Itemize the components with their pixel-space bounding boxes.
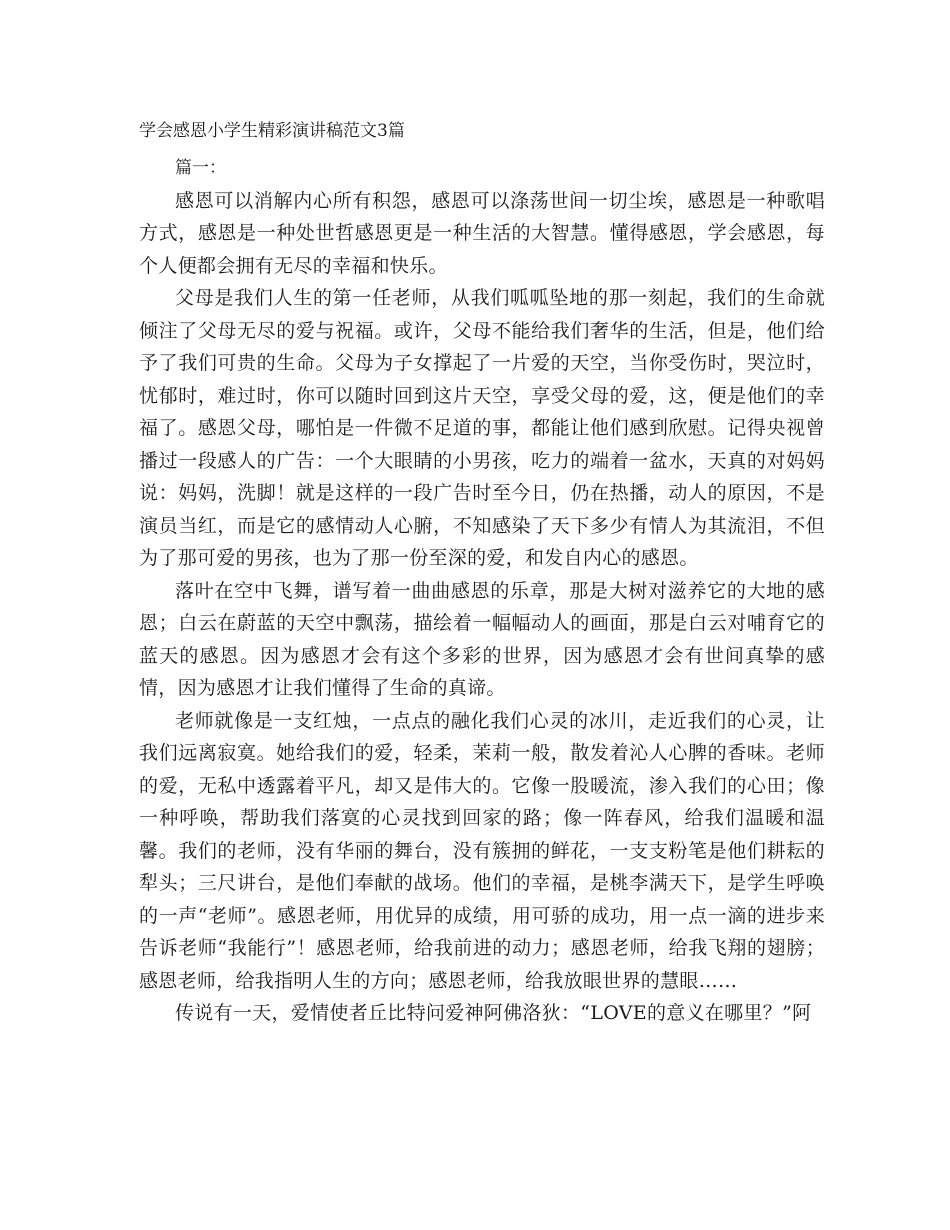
document-title: 学会感恩小学生精彩演讲稿范文3篇 [139,121,405,141]
paragraph: 老师就像是一支红烛，一点点的融化我们心灵的冰川，走近我们的心灵，让我们远离寂寞。她给我们的爱，轻柔，茉莉一般，散发着沁人心脾的香味。老师的爱，无私中透露着平凡，却又是伟大的。它像一股暖流，渗入我们的心田；像一种呼唤，帮助我们落寞的心灵找到回家的路；像一阵春风，给我们温暖和温馨。我们的老师，没有华丽的舞台，没有簇拥的鲜花，一支支粉笔是他们耕耘的犁头；三尺讲台，是他们奉献的战场。他们的幸福，是桃李满天下，是学生呼唤的一声“老师”。感恩老师，用优异的成绩，用可骄的成功，用一点一滴的进步来告诉老师“我能行”！感恩老师，给我前进的动力；感恩老师，给我飞翔的翅膀；感恩老师，给我指明人生的方向；感恩老师，给我放眼世界的慧眼…… [139,709,825,992]
paragraph: 落叶在空中飞舞，谱写着一曲曲感恩的乐章，那是大树对滋养它的大地的感恩；白云在蔚蓝的天空中飘荡，描绘着一幅幅动人的画面，那是白云对哺育它的蓝天的感恩。因为感恩才会有这个多彩的世界，因为感恩才会有世间真挚的感情，因为感恩才让我们懂得了生命的真谛。 [139,579,825,699]
paragraph: 传说有一天，爱情使者丘比特问爱神阿佛洛狄：“LOVE的意义在哪里？”阿 [175,1002,812,1024]
paragraph: 父母是我们人生的第一任老师，从我们呱呱坠地的那一刻起，我们的生命就倾注了父母无尽的爱与祝福。或许，父母不能给我们奢华的生活，但是，他们给予了我们可贵的生命。父母为子女撑起了一片爱的天空，当你受伤时，哭泣时，忧郁时，难过时，你可以随时回到这片天空，享受父母的爱，这，便是他们的幸福了。感恩父母，哪怕是一件微不足道的事，都能让他们感到欣慰。记得央视曾播过一段感人的广告：一个大眼睛的小男孩，吃力的端着一盆水，天真的对妈妈说：妈妈，洗脚！就是这样的一段广告时至今日，仍在热播，动人的原因，不是演员当红，而是它的感情动人心腑，不知感染了天下多少有情人为其流泪，不但为了那可爱的男孩，也为了那一份至深的爱，和发自内心的感恩。 [139,287,825,569]
paragraph: 感恩可以消解内心所有积怨，感恩可以涤荡世间一切尘埃，感恩是一种歌唱方式，感恩是一种处世哲感恩更是一种生活的大智慧。懂得感恩，学会感恩，每个人便都会拥有无尽的幸福和快乐。 [139,189,825,277]
document-body [139,152,825,1030]
section-heading: 篇一： [175,158,226,178]
